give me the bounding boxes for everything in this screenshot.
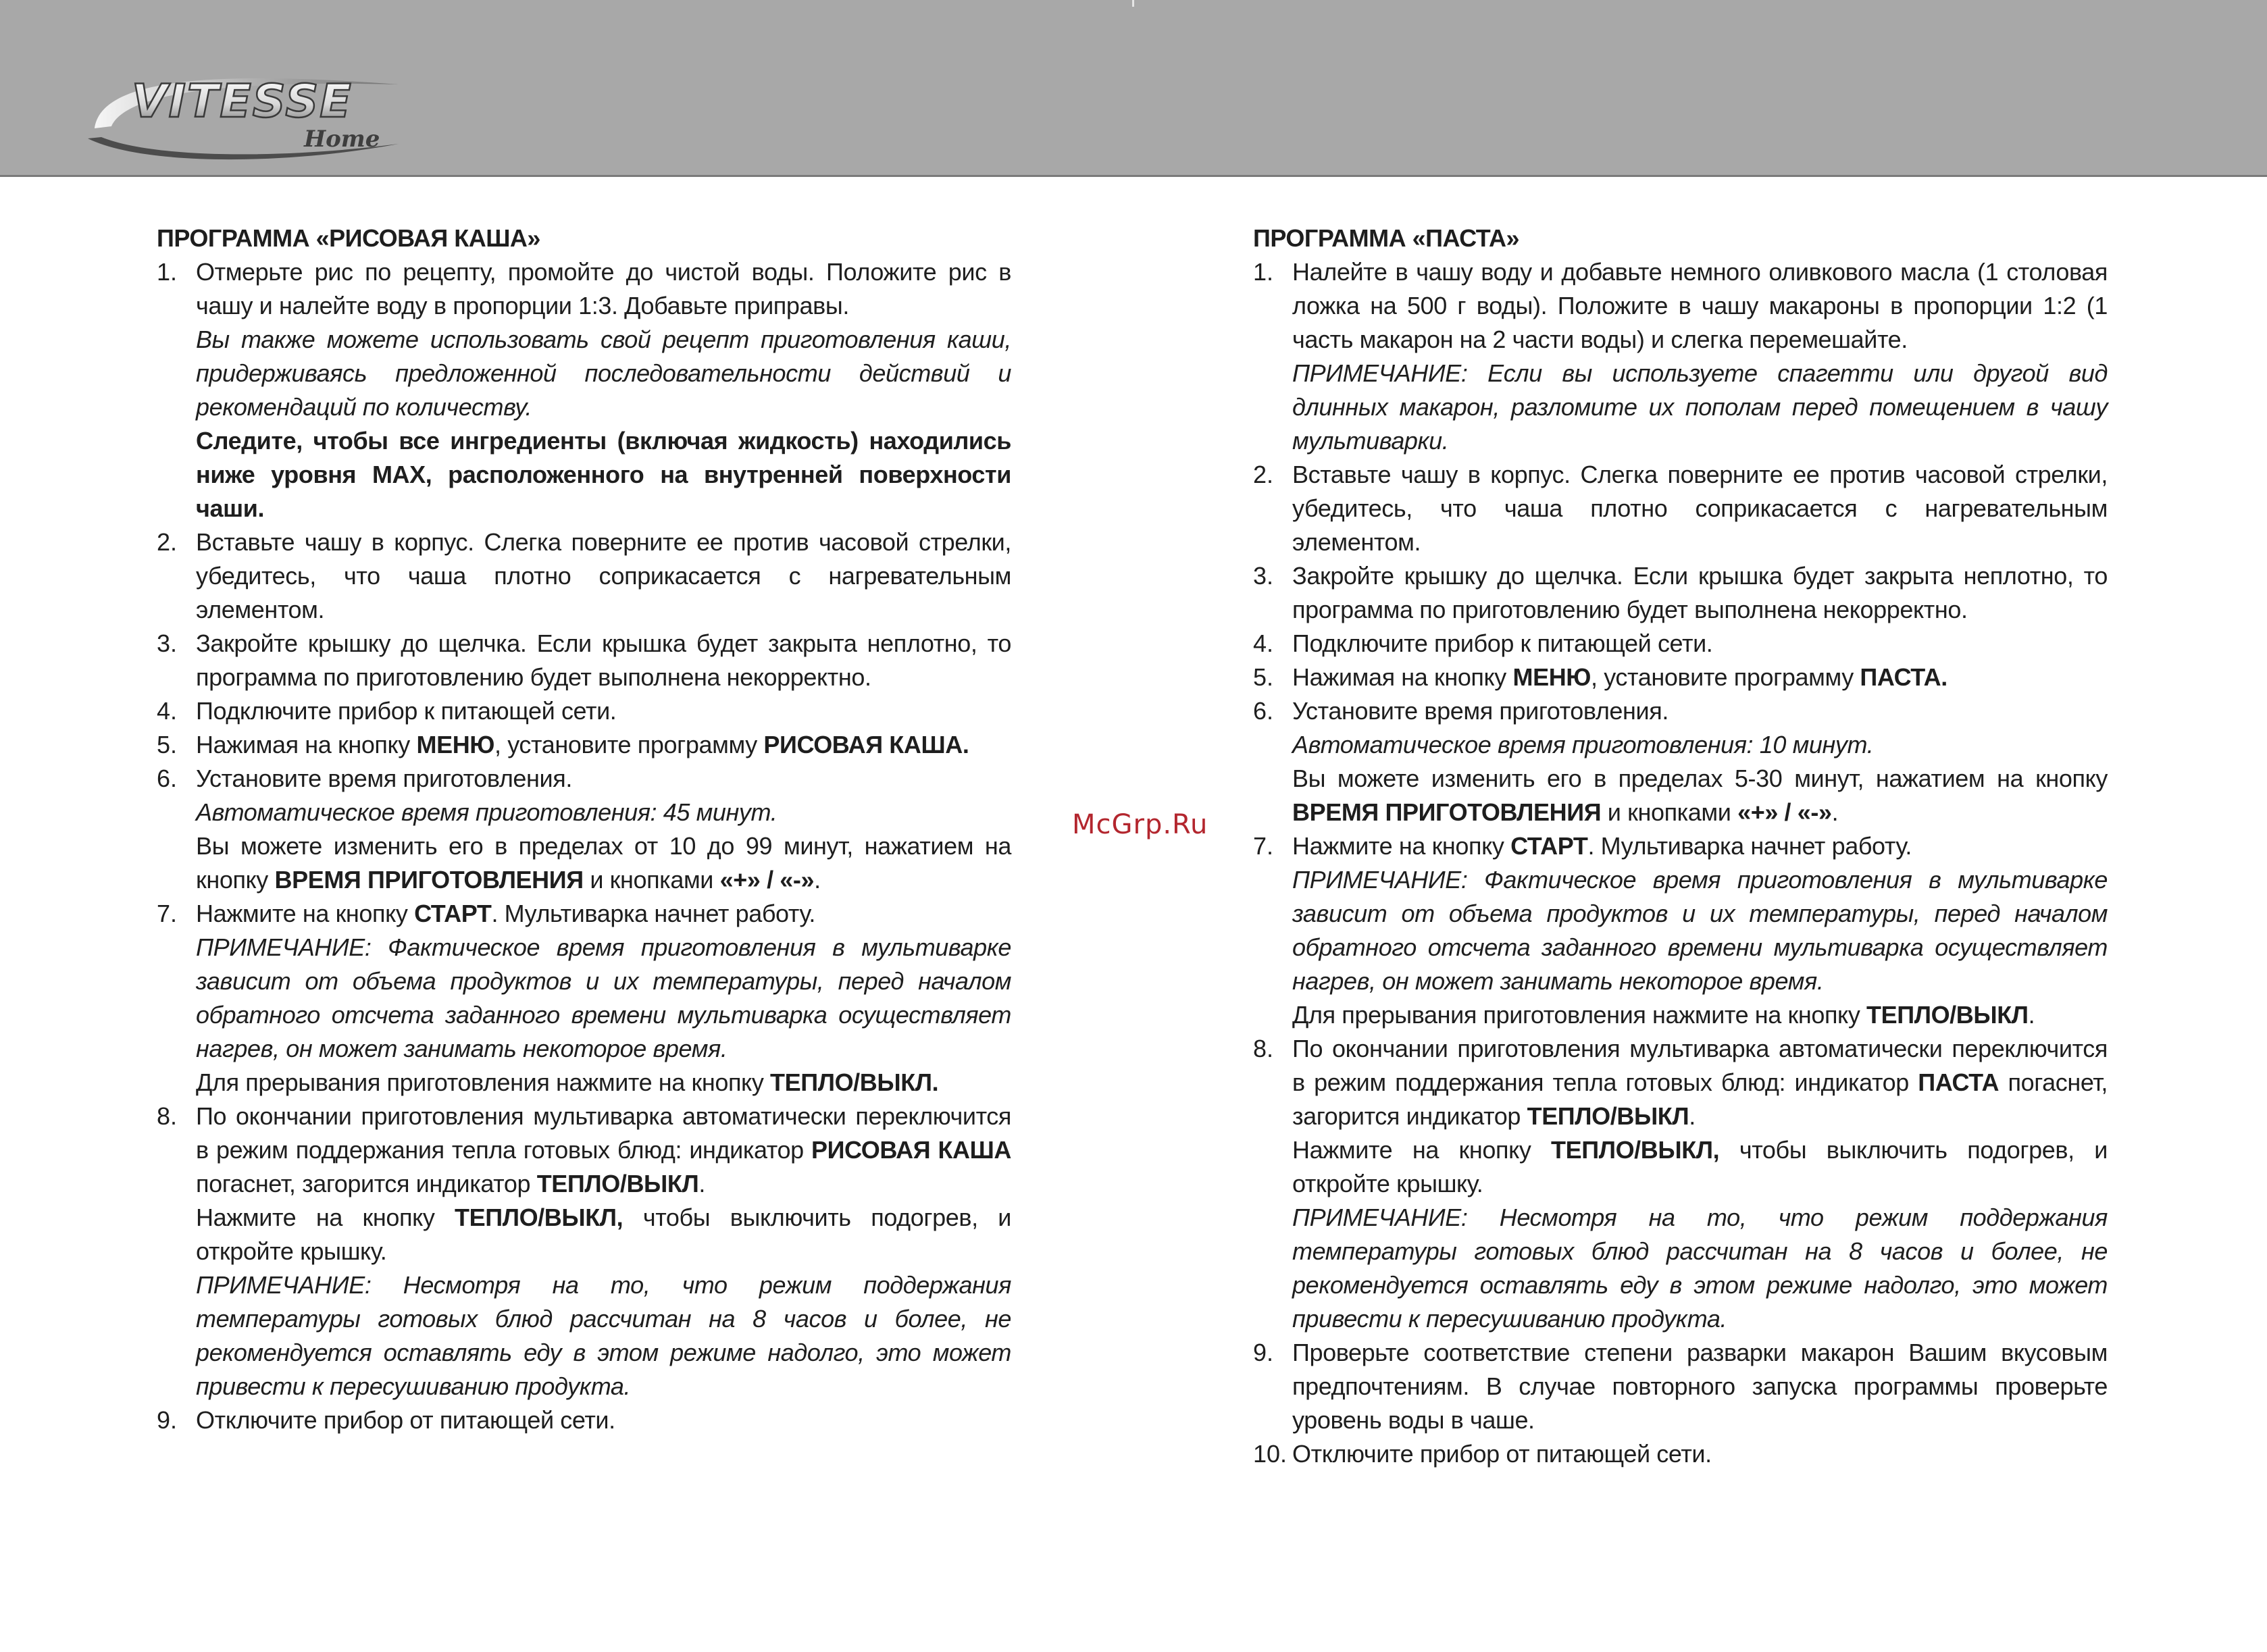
bold-term: ПАСТА.	[1860, 663, 1947, 691]
bold-term: ТЕПЛО/ВЫКЛ,	[455, 1204, 623, 1231]
list-item	[157, 525, 1011, 627]
text-run: Вы можете изменить его в пределах от 10 до 99 минут, нажатием на кнопку	[196, 832, 1011, 894]
text-run: Нажмите на кнопку	[196, 1204, 455, 1231]
list-item	[1253, 661, 2108, 694]
list-item	[157, 1403, 1011, 1437]
list-item	[1253, 694, 2108, 829]
bold-term: «+» / «-»	[1737, 798, 1832, 826]
step-paragraph: ПРИМЕЧАНИЕ: Если вы используете спагетти или другой вид длинных макарон, разломите их пополам перед помещением в чашу мультиварки.	[1292, 359, 2108, 455]
text-run: Нажимая на кнопку	[196, 731, 417, 758]
left-column	[157, 222, 1011, 1437]
step-paragraph: Отмерьте рис по рецепту, промойте до чистой воды. Положите рис в чашу и налейте воду в пропорции 1:3. Добавьте приправы.	[196, 258, 1011, 319]
text-run: Для прерывания приготовления нажмите на кнопку	[196, 1068, 771, 1096]
text-run: и кнопками	[583, 866, 720, 894]
step-paragraph: ПРИМЕЧАНИЕ: Фактическое время приготовления в мультиварке зависит от объема продуктов и их температуры, перед началом обратного отсчета заданного времени мультиварка осуществляет нагрев, он может занимать некоторое время.	[196, 933, 1011, 1062]
text-run: погаснет, загорится индикатор	[196, 1170, 537, 1197]
section-title-rice: ПРОГРАММА «РИСОВАЯ КАША»	[157, 224, 540, 252]
text-run: .	[698, 1170, 705, 1197]
list-item	[157, 255, 1011, 525]
step-paragraph: Следите, чтобы все ингредиенты (включая жидкость) находились ниже уровня МАХ, расположенного на внутренней поверхности чаши.	[196, 427, 1011, 522]
step-paragraph	[1292, 1032, 2108, 1133]
page-header	[0, 0, 2267, 177]
text-run: По окончании приготовления мультиварка автоматически переключится в режим поддержания тепла готовых блюд: индикатор	[196, 1102, 1011, 1164]
step-paragraph: Установите время приготовления.	[196, 765, 572, 792]
list-item	[157, 627, 1011, 694]
step-paragraph: Вставьте чашу в корпус. Слегка поверните ее против часовой стрелки, убедитесь, что чаша плотно соприкасается с нагревательным элементом.	[1292, 461, 2108, 556]
bold-term: МЕНЮ	[416, 731, 495, 758]
bold-term: ВРЕМЯ ПРИГОТОВЛЕНИЯ	[1292, 798, 1602, 826]
list-item	[157, 694, 1011, 728]
step-number: 10.	[1253, 1440, 1288, 1468]
list-item	[1253, 1336, 2108, 1437]
right-column	[1253, 222, 2108, 1471]
bold-term: РИСОВАЯ КАША.	[763, 731, 969, 758]
logo-subtitle: Home	[304, 126, 380, 153]
step-paragraph	[196, 1100, 1011, 1201]
text-run: . Мультиварка начнет работу.	[491, 900, 815, 927]
step-number: 7.	[1253, 832, 1274, 860]
step-paragraph	[1292, 661, 2108, 694]
bold-term: ПАСТА	[1918, 1068, 1999, 1096]
bold-term: СТАРТ	[1510, 832, 1588, 860]
step-paragraph: Установите время приготовления.	[1292, 697, 1669, 725]
text-run: Нажмите на кнопку	[1292, 1136, 1552, 1164]
step-number: 2.	[157, 528, 178, 556]
step-paragraph: Закройте крышку до щелчка. Если крышка будет закрыта неплотно, то программа по приготовлению будет выполнена некорректно.	[1292, 562, 2108, 623]
text-run: .	[814, 866, 821, 894]
text-run: чтобы выключить подогрев, и откройте крышку.	[1292, 1136, 2108, 1197]
step-paragraph	[196, 829, 1011, 897]
text-run: Нажмите на кнопку	[196, 900, 415, 927]
list-item	[157, 762, 1011, 897]
list-item	[1253, 1437, 2108, 1471]
step-paragraph	[196, 897, 1011, 931]
step-paragraph: Автоматическое время приготовления: 45 минут.	[196, 798, 778, 826]
step-paragraph: ПРИМЕЧАНИЕ: Несмотря на то, что режим поддержания температуры готовых блюд рассчитан на 8 часов и более, не рекомендуется оставлять еду в этом режиме надолго, это может привести к пересушиванию продукта.	[196, 1271, 1011, 1400]
text-run: Вы можете изменить его в пределах 5-30 минут, нажатием на кнопку	[1292, 765, 2108, 792]
step-number: 8.	[1253, 1035, 1274, 1062]
step-paragraph: ПРИМЕЧАНИЕ: Несмотря на то, что режим поддержания температуры готовых блюд рассчитан на 8 часов и более, не рекомендуется оставлять еду в этом режиме надолго, это может привести к пересушиванию продукта.	[1292, 1204, 2108, 1333]
step-paragraph: Проверьте соответствие степени разварки макарон Вашим вкусовым предпочтениям. В случае повторного запуска программы проверьте уровень воды в чаше.	[1292, 1339, 2108, 1434]
bold-term: ТЕПЛО/ВЫКЛ	[1527, 1102, 1689, 1130]
step-number: 6.	[1253, 697, 1274, 725]
bold-term: ТЕПЛО/ВЫКЛ.	[770, 1068, 939, 1096]
text-run: Нажмите на кнопку	[1292, 832, 1511, 860]
step-paragraph	[196, 728, 1011, 762]
text-run: и кнопками	[1601, 798, 1738, 826]
step-paragraph: Автоматическое время приготовления: 10 минут.	[1292, 731, 1874, 758]
bold-term: ТЕПЛО/ВЫКЛ	[1866, 1001, 2029, 1029]
step-paragraph: Отключите прибор от питающей сети.	[1292, 1440, 1712, 1468]
step-number: 4.	[157, 697, 178, 725]
text-run: По окончании приготовления мультиварка автоматически переключится в режим поддержания тепла готовых блюд: индикатор	[1292, 1035, 2108, 1096]
bold-term: МЕНЮ	[1512, 663, 1591, 691]
step-paragraph: Закройте крышку до щелчка. Если крышка будет закрыта неплотно, то программа по приготовлению будет выполнена некорректно.	[196, 629, 1011, 691]
step-number: 6.	[157, 765, 178, 792]
text-run: , установите программу	[494, 731, 764, 758]
watermark-text: McGrp.Ru	[1072, 809, 1208, 840]
step-number: 4.	[1253, 629, 1274, 657]
step-number: 5.	[157, 731, 178, 758]
list-item	[1253, 458, 2108, 559]
text-run: Для прерывания приготовления нажмите на кнопку	[1292, 1001, 1867, 1029]
list-item	[157, 728, 1011, 762]
header-crop-mark	[1132, 0, 1134, 7]
bold-term: РИСОВАЯ КАША	[811, 1136, 1011, 1164]
vitesse-home-logo	[81, 64, 419, 165]
text-run: чтобы выключить подогрев, и откройте крышку.	[196, 1204, 1011, 1265]
step-paragraph	[196, 1201, 1011, 1268]
step-paragraph: Подключите прибор к питающей сети.	[1292, 629, 1713, 657]
step-number: 9.	[157, 1406, 178, 1434]
step-number: 8.	[157, 1102, 178, 1130]
step-number: 9.	[1253, 1339, 1274, 1366]
step-paragraph	[1292, 998, 2108, 1032]
bold-term: «+» / «-»	[719, 866, 815, 894]
bold-term: ТЕПЛО/ВЫКЛ,	[1551, 1136, 1720, 1164]
step-paragraph: ПРИМЕЧАНИЕ: Фактическое время приготовления в мультиварке зависит от объема продуктов и их температуры, перед началом обратного отсчета заданного времени мультиварка осуществляет нагрев, он может занимать некоторое время.	[1292, 866, 2108, 995]
step-paragraph: Подключите прибор к питающей сети.	[196, 697, 617, 725]
step-number: 1.	[1253, 258, 1274, 286]
list-item	[1253, 829, 2108, 1032]
step-number: 3.	[1253, 562, 1274, 590]
step-paragraph: Отключите прибор от питающей сети.	[196, 1406, 615, 1434]
step-paragraph: Налейте в чашу воду и добавьте немного оливкового масла (1 столовая ложка на 500 г воды). Положите в чашу макароны в пропорции 1:2 (1 часть макарон на 2 части воды) и слегка перемешайте.	[1292, 258, 2108, 353]
text-run: , установите программу	[1591, 663, 1860, 691]
step-number: 7.	[157, 900, 178, 927]
text-run: .	[1831, 798, 1839, 826]
list-item	[157, 897, 1011, 1100]
step-paragraph: Вы также можете использовать свой рецепт приготовления каши, придерживаясь предложенной последовательности действий и рекомендаций по количеству.	[196, 326, 1011, 421]
text-run: погаснет, загорится индикатор	[1292, 1068, 2108, 1130]
step-paragraph	[1292, 829, 2108, 863]
instruction-list-rice	[157, 255, 1011, 1437]
step-number: 2.	[1253, 461, 1274, 488]
bold-term: ВРЕМЯ ПРИГОТОВЛЕНИЯ	[274, 866, 584, 894]
text-run: .	[2028, 1001, 2035, 1029]
step-paragraph	[196, 1066, 1011, 1100]
list-item	[1253, 627, 2108, 661]
section-title-pasta: ПРОГРАММА «ПАСТА»	[1253, 224, 1519, 252]
list-item	[1253, 1032, 2108, 1336]
bold-term: ТЕПЛО/ВЫКЛ	[536, 1170, 699, 1197]
list-item	[1253, 559, 2108, 627]
text-run: Нажимая на кнопку	[1292, 663, 1513, 691]
list-item	[157, 1100, 1011, 1403]
bold-term: СТАРТ	[414, 900, 492, 927]
logo-wordmark: VITESSE	[132, 75, 353, 128]
instruction-list-pasta	[1253, 255, 2108, 1471]
text-run: . Мультиварка начнет работу.	[1587, 832, 1912, 860]
step-paragraph	[1292, 1133, 2108, 1201]
step-paragraph	[1292, 762, 2108, 829]
text-run: .	[1689, 1102, 1696, 1130]
step-number: 5.	[1253, 663, 1274, 691]
step-number: 3.	[157, 629, 178, 657]
step-paragraph: Вставьте чашу в корпус. Слегка поверните ее против часовой стрелки, убедитесь, что чаша плотно соприкасается с нагревательным элементом.	[196, 528, 1011, 623]
list-item	[1253, 255, 2108, 458]
step-number: 1.	[157, 258, 178, 286]
